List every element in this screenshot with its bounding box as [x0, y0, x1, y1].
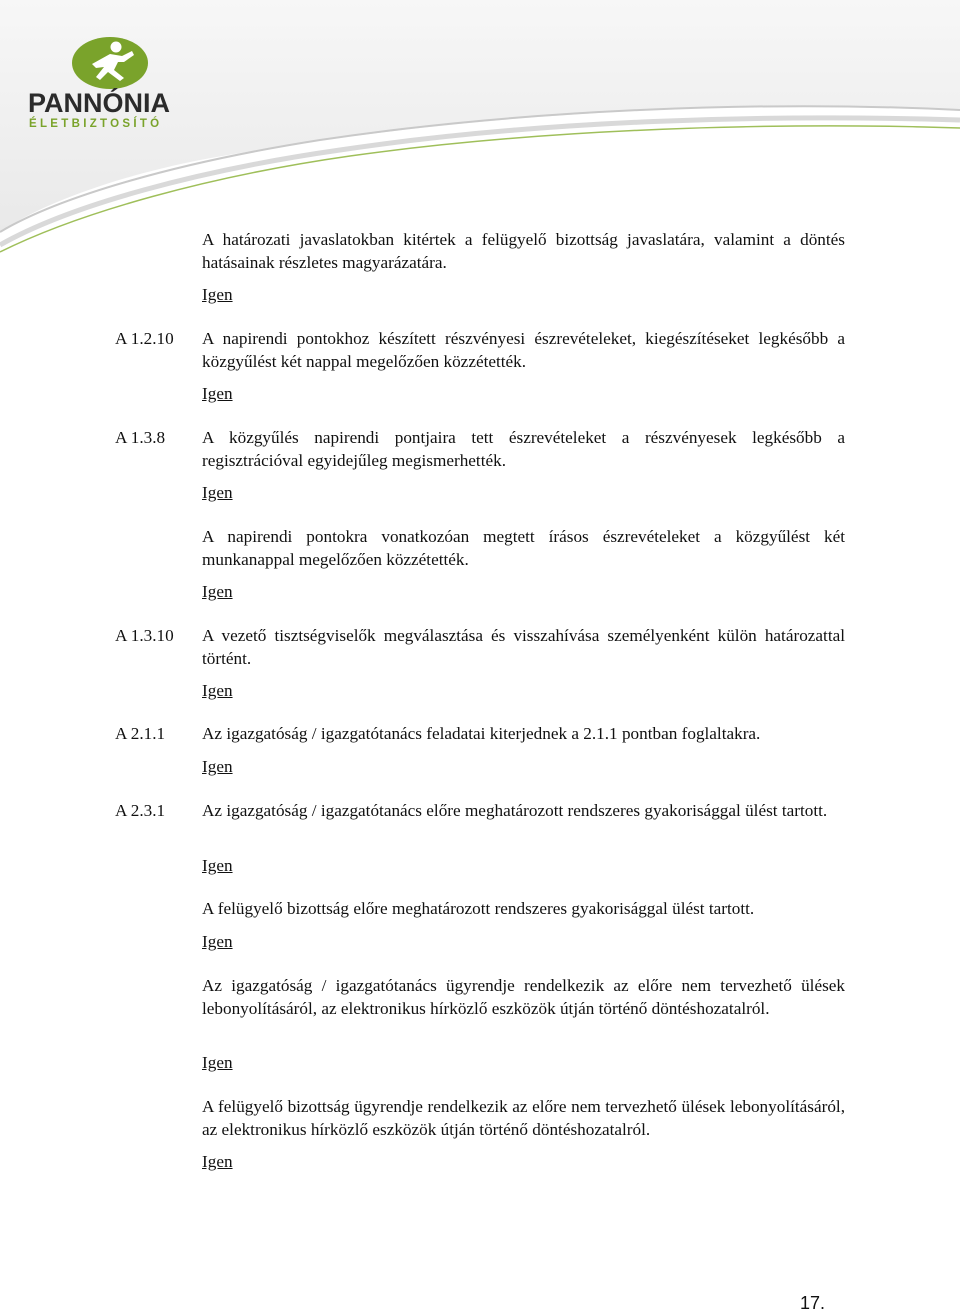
statement-text: A felügyelő bizottság ügyrendje rendelkezik az előre nem tervezhető ülések lebonyolításáról, az elektronikus hírközlő eszközök útján történő döntéshozatalról. — [202, 1097, 845, 1139]
answer-yes: Igen — [202, 384, 233, 403]
brand-name: PANNÓNIA — [28, 88, 171, 118]
answer-yes: Igen — [202, 1152, 233, 1171]
statement-text: A határozati javaslatokban kitértek a felügyelő bizottság javaslatára, valamint a döntés hatásainak részletes magyarázatára. — [202, 230, 845, 272]
section-id: A 1.2.10 — [115, 329, 174, 348]
section-id: A 1.3.10 — [115, 626, 174, 645]
statement-text: Az igazgatóság / igazgatótanács ügyrendje rendelkezik az előre nem tervezhető ülések lebonyolításáról, az elektronikus hírközlő eszközök útján történő döntéshozatalról. — [202, 976, 845, 1018]
statement-text: A közgyűlés napirendi pontjaira tett észrevételeket a részvényesek legkésőbb a regisztrációval egyidejűleg megismerhették. — [202, 428, 845, 470]
answer-yes: Igen — [202, 681, 233, 700]
answer-yes: Igen — [202, 582, 233, 601]
page-number: 17. — [800, 1293, 826, 1313]
answer-yes: Igen — [202, 856, 233, 875]
statement-text: Az igazgatóság / igazgatótanács előre meghatározott rendszeres gyakorisággal ülést tartott. — [202, 801, 828, 820]
statement-text: A felügyelő bizottság előre meghatározott rendszeres gyakorisággal ülést tartott. — [202, 899, 755, 918]
brand-tagline: ÉLETBIZTOSÍTÓ — [29, 118, 163, 130]
statement-text: A napirendi pontokra vonatkozóan megtett írásos észrevételeket a közgyűlést két munkanappal megelőzően közzétették. — [202, 527, 845, 569]
answer-yes: Igen — [202, 757, 233, 776]
statement-text: Az igazgatóság / igazgatótanács feladatai kiterjednek a 2.1.1 pontban foglaltakra. — [202, 724, 761, 743]
pannonia-logo-icon — [70, 34, 150, 92]
answer-yes: Igen — [202, 1053, 233, 1072]
section-id: A 2.3.1 — [115, 801, 166, 820]
answer-yes: Igen — [202, 932, 233, 951]
section-id: A 2.1.1 — [115, 724, 166, 743]
statement-text: A vezető tisztségviselők megválasztása és visszahívása személyenként külön határozattal történt. — [202, 626, 845, 668]
section-id: A 1.3.8 — [115, 428, 166, 447]
statement-text: A napirendi pontokhoz készített részvényesi észrevételeket, kiegészítéseket legkésőbb a közgyűlést két nappal megelőzően közzétették. — [202, 329, 845, 371]
answer-yes: Igen — [202, 285, 233, 304]
answer-yes: Igen — [202, 483, 233, 502]
